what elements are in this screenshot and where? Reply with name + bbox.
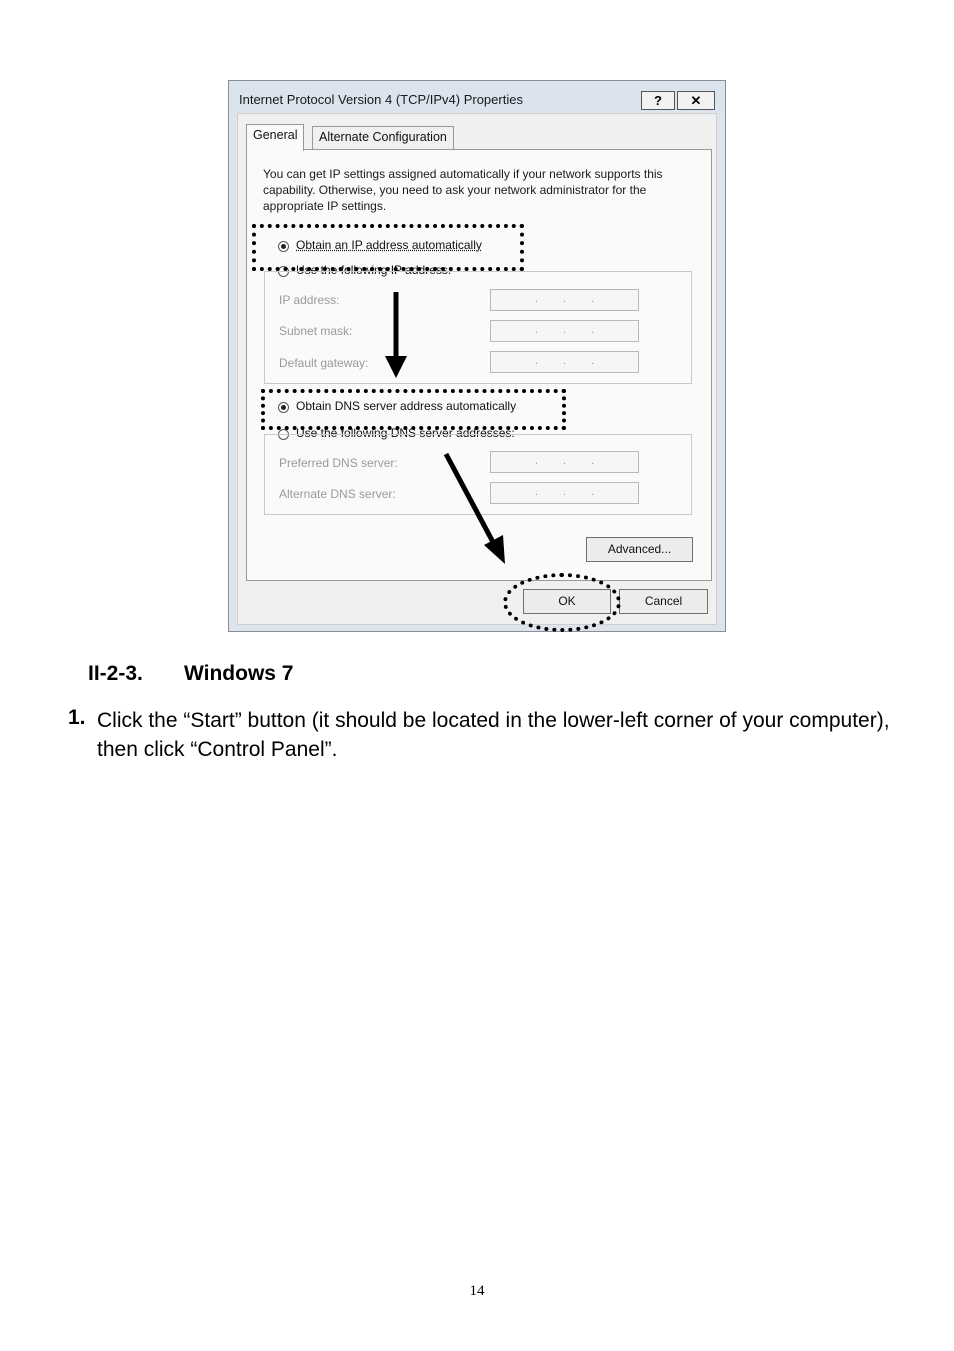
ok-button[interactable]: OK [523, 589, 611, 614]
cancel-button[interactable]: Cancel [619, 589, 708, 614]
subnet-mask-label: Subnet mask: [279, 324, 353, 338]
dialog-title: Internet Protocol Version 4 (TCP/IPv4) Properties [239, 92, 523, 107]
default-gateway-label: Default gateway: [279, 356, 369, 370]
page-number: 14 [469, 1283, 485, 1299]
advanced-button[interactable]: Advanced... [586, 537, 693, 562]
intro-text: You can get IP settings assigned automatically if your network supports this capability. Otherwise, you need to ask your network administrator for the appropriate IP settings. [263, 167, 663, 213]
tab-alternate-configuration[interactable]: Alternate Configuration [312, 126, 454, 150]
ip-manual-label[interactable]: Use the following IP address: [296, 263, 452, 277]
step-number: 1. [68, 706, 86, 729]
arrow-diagonal-icon [446, 454, 505, 564]
alternate-dns-label: Alternate DNS server: [279, 487, 396, 501]
subnet-mask-value: . . . [534, 324, 595, 336]
section-title: Windows 7 [184, 662, 294, 685]
step-text: Click the “Start” button (it should be located in the lower-left corner of your computer), then click “Control Panel”. [97, 709, 890, 761]
dns-auto-label[interactable]: Obtain DNS server address automatically [296, 399, 517, 413]
ip-address-value: . . . [534, 293, 595, 305]
arrow-down-icon [385, 292, 407, 378]
tab-general[interactable]: General [246, 124, 304, 151]
ip-address-label: IP address: [279, 293, 340, 307]
close-button[interactable]: ✕ [677, 91, 715, 110]
section-number: II-2-3. [88, 662, 143, 685]
dns-manual-label[interactable]: Use the following DNS server addresses: [296, 426, 515, 440]
preferred-dns-value: . . . [534, 455, 595, 467]
default-gateway-value: . . . [534, 355, 595, 367]
ip-auto-label[interactable]: Obtain an IP address automatically [296, 238, 482, 252]
preferred-dns-label: Preferred DNS server: [279, 456, 398, 470]
help-button[interactable]: ? [641, 91, 675, 110]
alternate-dns-value: . . . [534, 486, 595, 498]
